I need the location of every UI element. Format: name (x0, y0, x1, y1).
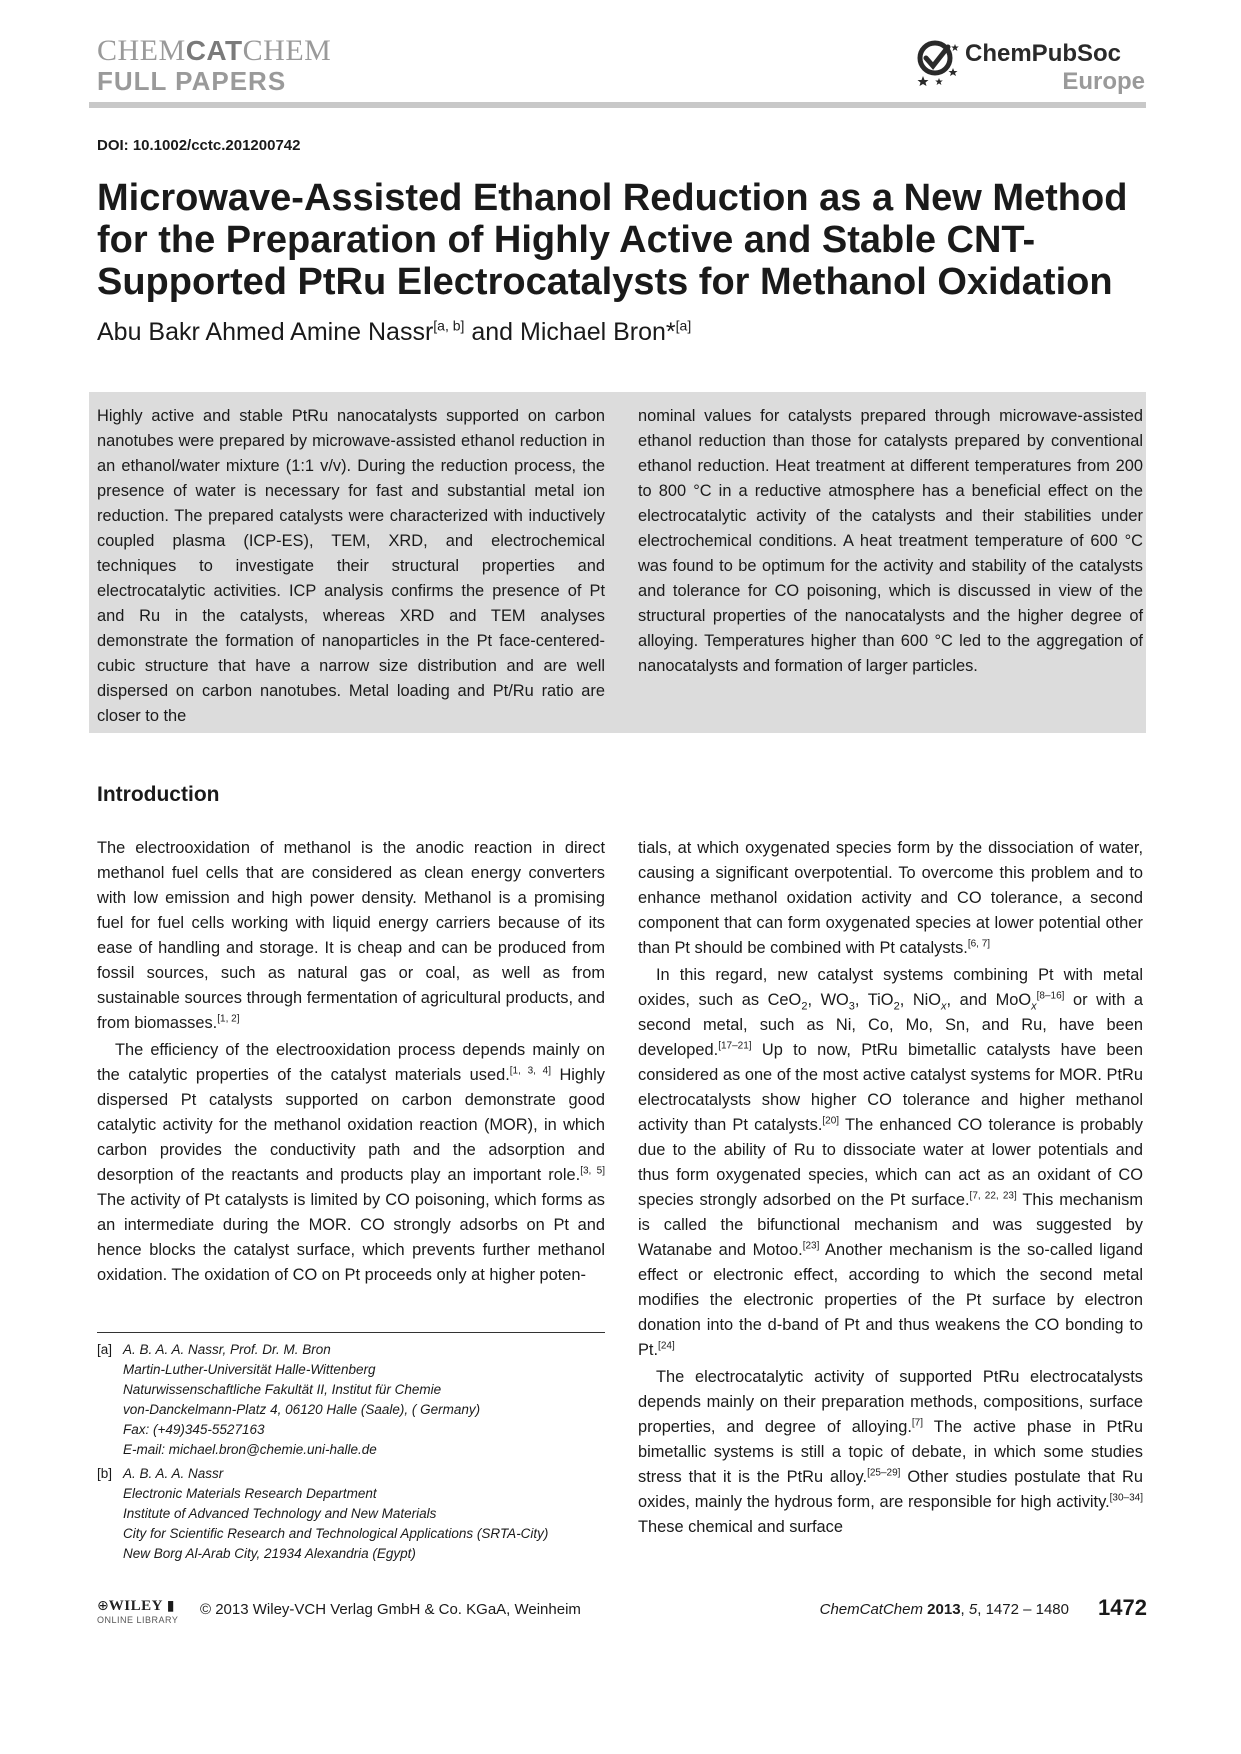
copyright: © 2013 Wiley-VCH Verlag GmbH & Co. KGaA, Weinheim (200, 1601, 581, 1618)
citation: [1, 3, 4] (509, 1065, 551, 1077)
citation: [17–21] (718, 1040, 752, 1052)
publisher-name: ChemPubSoc (965, 40, 1122, 67)
publisher-logo (915, 36, 1145, 96)
wiley-logo: ⊕WILEY ▮ ONLINE LIBRARY (97, 1597, 179, 1625)
intro-paragraph: tials, at which oxygenated species form by the dissociation of water, causing a significant overpotential. To overcome this problem and to enhance methanol oxidation activity and CO tolerance, a second component that can form oxygenated species at lower potential other than Pt should be combined with Pt catalysts.[6, 7] (638, 839, 1143, 957)
citation: [25–29] (867, 1467, 901, 1479)
page-footer (97, 1597, 1147, 1633)
publisher-region: Europe (1062, 68, 1145, 95)
intro-paragraph: The electrocatalytic activity of supported PtRu electrocatalysts depends mainly on their preparation methods, compositions, surface properties, and degree of alloying.[7] The active phase in PtRu bimetallic systems is still a topic of debate, in which some studies stress that it is the PtRu alloy.[25–29] Other studies postulate that Ru oxides, mainly the hydrous form, are responsible for high activity.[30–34] These chemical and surface (638, 1368, 1143, 1536)
footnote-a: [a] A. B. A. A. Nassr, Prof. Dr. M. Bron Martin-Luther-Universität Halle-Wittenberg Naturwissenschaftliche Fakultät II, Institut für Chemie von-Danckelmann-Platz 4, 06120 Halle (Saale), ( Germany) Fax: (+49)345-5527163 E-mail: michael.bron@chemie.uni-halle.de (97, 1340, 605, 1460)
intro-paragraph: In this regard, new catalyst systems combining Pt with metal oxides, such as CeO$_2$, $WO_3$, TiO$_2$, NiO$_x$, and MoO$_x$[8–16] or with a second metal, such as Ni, Co, Mo, Sn, and Ru, have been developed.[17–21] Up to now, PtRu bimetallic catalysts have been considered as one of the most active catalyst systems for MOR. PtRu electrocatalysts show higher CO tolerance and higher methanol activity than Pt catalysts.[20] The enhanced CO tolerance is probably due to the ability of Ru to dissociate water at lower potentials and thus form oxygenated species, which can act as an oxidant of CO species strongly adsorbed on the Pt surface.[7, 22, 23] This mechanism is called the bifunctional mechanism and was suggested by Watanabe and Motoo.[23] Another mechanism is the so-called ligand effect or electronic effect, according to which the second metal modifies the electronic properties of the Pt surface by electron donation into the d-band of Pt and thus weakens the CO bonding to Pt.[24] (638, 966, 1144, 1359)
footnote-b: [b] A. B. A. A. Nassr Electronic Materials Research Department Institute of Advanced Technology and New Materials City for Scientific Research and Technological Applications (SRTA-City) New Borg Al-Arab City, 21934 Alexandria (Egypt) (97, 1466, 549, 1561)
citation: [24] (658, 1340, 675, 1352)
citation: [30–34] (1109, 1492, 1143, 1504)
page-number: 1472 (1098, 1595, 1147, 1620)
citation: [8–16] (1036, 990, 1065, 1002)
author-name: Abu Bakr Ahmed Amine Nassr (97, 318, 434, 346)
journal-citation: ChemCatChem 2013, 5, 1472 – 1480 (819, 1601, 1069, 1618)
intro-right-column (638, 836, 1143, 1540)
intro-paragraph: The electrooxidation of methanol is the anodic reaction in direct methanol fuel cells that are considered as clean energy converters with low emission and high power density. Methanol is a promising fuel for fuel cells working with liquid energy carriers because of its ease of handling and storage. It is cheap and can be produced from fossil sources, such as natural gas or coal, as well as from sustainable sources through fermentation of agricultural products, and from biomasses.[1, 2] (97, 839, 605, 1032)
author-affiliation: [a] (675, 317, 692, 334)
header-rule (89, 102, 1146, 108)
citation: [1, 2] (217, 1013, 240, 1025)
author-affiliation: [a, b] (433, 317, 465, 334)
authors: Abu Bakr Ahmed Amine Nassr[a, b] and Michael Bron*[a] (97, 317, 692, 346)
abstract-paragraph: nominal values for catalysts prepared through microwave-assisted ethanol reduction than those for catalysts prepared by conventional ethanol reduction. Heat treatment at different temperatures from 200 to 800 °C in a reductive atmosphere has a beneficial effect on the electrocatalytic activity of the catalysts and their stabilities under electrochemical conditions. A heat treatment temperature of 600 °C was found to be optimum for the activity and stability of the catalysts and tolerance for CO poisoning, which is discussed in view of the structural properties of the nanocatalysts and the higher degree of alloying. Temperatures higher than 600 °C led to the aggregation of nanocatalysts and formation of larger particles. (638, 407, 1143, 675)
email-address: E-mail: michael.bron@chemie.uni-halle.de (123, 1442, 377, 1457)
doi: DOI: 10.1002/cctc.201200742 (97, 137, 301, 154)
citation: [7] (911, 1417, 924, 1429)
journal-name: CHEMCATCHEM (97, 34, 332, 67)
abstract-left-column (97, 404, 605, 729)
intro-left-column (97, 836, 605, 1288)
section-heading: Introduction (97, 783, 220, 806)
abstract-right-column (638, 404, 1143, 679)
citation: [20] (822, 1115, 840, 1127)
section-label: FULL PAPERS (97, 66, 287, 96)
footnote-rule (97, 1332, 605, 1333)
book-icon: ▮ (162, 1597, 175, 1613)
citation: [3, 5] (580, 1165, 605, 1177)
intro-paragraph: The efficiency of the electrooxidation process depends mainly on the catalytic properties of the catalyst materials used.[1, 3, 4] Highly dispersed Pt catalysts supported on carbon demonstrate good catalytic activity for the methanol oxidation reaction (MOR), in which carbon provides the conductivity path and the adsorption and desorption of the reactants and products play an important role.[3, 5] The activity of Pt catalysts is limited by CO poisoning, which forms as an intermediate during the MOR. CO strongly adsorbs on Pt and hence blocks the catalyst surface, which prevents further methanol oxidation. The oxidation of CO on Pt proceeds only at higher poten- (97, 1041, 605, 1284)
wiley-globe-icon: ⊕ (97, 1597, 109, 1613)
citation: [7, 22, 23] (969, 1190, 1017, 1202)
abstract-paragraph: Highly active and stable PtRu nanocatalysts supported on carbon nanotubes were prepared by microwave-assisted ethanol reduction in an ethanol/water mixture (1:1 v/v). During the reduction process, the presence of water is necessary for fast and substantial metal ion reduction. The prepared catalysts were characterized with inductively coupled plasma (ICP-ES), TEM, XRD, and electrochemical techniques to investigate their structural properties and electrocatalytic activities. ICP analysis confirms the presence of Pt and Ru in the catalysts, whereas XRD and TEM analyses demonstrate the formation of nanoparticles in the Pt face-centered-cubic structure that have a narrow size distribution and are well dispersed on carbon nanotubes. Metal loading and Pt/Ru ratio are closer to the (97, 407, 605, 725)
author-name: Michael Bron* (520, 318, 676, 346)
affiliation-footnotes (97, 1340, 605, 1568)
chempubsoc-star-icon (915, 36, 961, 86)
citation: [23] (802, 1240, 820, 1252)
citation: [6, 7] (967, 938, 991, 950)
article-title: Microwave-Assisted Ethanol Reduction as a New Method for the Preparation of Highly Active and Stable CNT-Supported PtRu Electrocatalysts for Methanol Oxidation (97, 177, 1128, 303)
